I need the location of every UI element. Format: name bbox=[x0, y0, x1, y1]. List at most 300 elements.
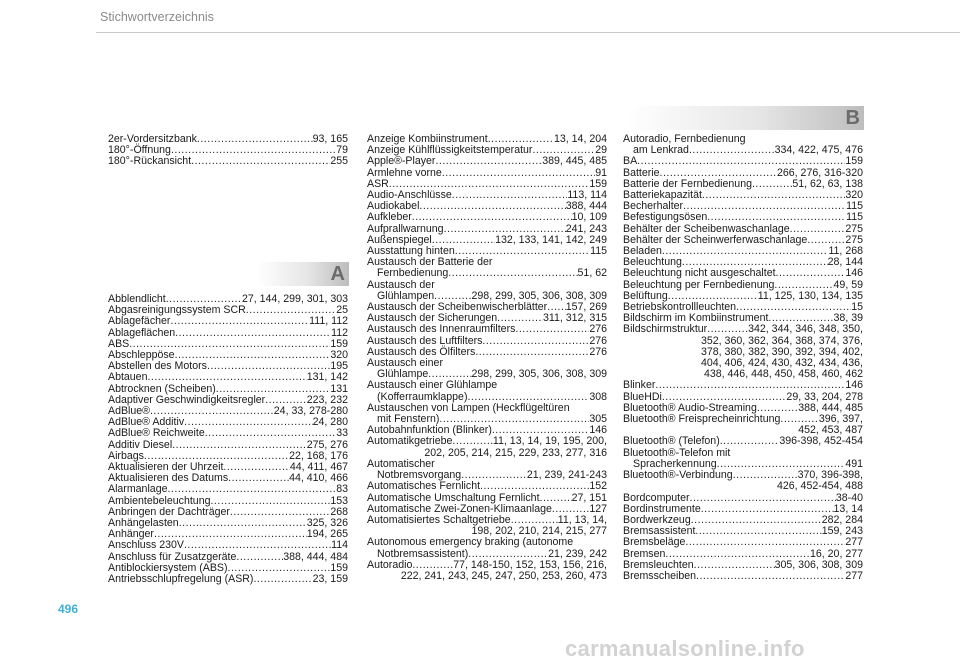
page-number: 496 bbox=[58, 602, 79, 616]
index-pages: 115 bbox=[846, 200, 863, 213]
index-pages: 277 bbox=[845, 536, 863, 549]
index-pages: 51, 62, 63, 138 bbox=[792, 177, 863, 190]
index-term: Anzeige Kombiinstrument bbox=[367, 133, 488, 145]
index-term: Antriebsschlupfregelung (ASR) bbox=[108, 573, 254, 586]
section-letter-b: B bbox=[845, 107, 860, 129]
index-term: Antiblockiersystem (ABS) bbox=[108, 561, 228, 574]
index-pages: 275, 276 bbox=[306, 438, 348, 451]
section-a-header bbox=[257, 262, 349, 286]
index-pages: 33 bbox=[336, 427, 348, 440]
index-pages: 11, 268 bbox=[828, 245, 863, 258]
index-entry bbox=[623, 537, 863, 548]
index-term: Bordcomputer bbox=[623, 491, 690, 504]
index-line bbox=[367, 380, 607, 391]
index-term: Becherhalter bbox=[623, 200, 684, 213]
index-pages: 146 bbox=[845, 267, 863, 280]
leader-dots bbox=[707, 324, 748, 335]
leader-dots bbox=[205, 428, 336, 439]
index-entry bbox=[367, 436, 607, 458]
index-pages: 198, 202, 210, 214, 215, 277 bbox=[471, 525, 607, 538]
index-term: Beleuchtung nicht ausgeschaltet bbox=[623, 267, 776, 280]
index-term: Automatisiertes Schaltgetriebe bbox=[367, 513, 511, 526]
index-line bbox=[367, 537, 607, 548]
index-entry bbox=[623, 470, 863, 492]
index-line bbox=[623, 324, 863, 335]
index-pages: 131 bbox=[330, 382, 348, 395]
leader-dots bbox=[696, 571, 845, 582]
index-pages: 115 bbox=[846, 211, 863, 224]
index-term: Abblendlicht bbox=[108, 293, 166, 305]
index-pages: 275 bbox=[845, 222, 863, 235]
index-pages: 153 bbox=[330, 494, 348, 507]
index-pages: 241, 243 bbox=[565, 222, 607, 235]
index-term: Spracherkennung bbox=[633, 457, 717, 470]
index-entry bbox=[367, 257, 607, 279]
index-pages: 298, 299, 305, 306, 308, 309 bbox=[471, 368, 607, 381]
index-term: Adaptiver Geschwindigkeitsregler bbox=[108, 393, 266, 406]
leader-dots bbox=[690, 493, 836, 504]
index-line bbox=[623, 268, 863, 279]
index-pages: 146 bbox=[845, 379, 863, 392]
index-term: Anhänger bbox=[108, 528, 154, 541]
index-entry bbox=[367, 212, 607, 223]
index-term: Bordinstrumente bbox=[623, 502, 701, 515]
index-pages: 38, 39 bbox=[833, 312, 863, 325]
index-pages: 159, 243 bbox=[821, 525, 863, 538]
index-term: Bremsleuchten bbox=[623, 558, 694, 571]
index-pages: 11, 13, 14, 19, 195, 200, bbox=[492, 435, 607, 448]
index-term: Ambientebeleuchtung bbox=[108, 494, 211, 507]
leader-dots bbox=[170, 316, 309, 327]
index-pages: 438, 446, 448, 450, 458, 460, 462 bbox=[703, 368, 863, 381]
index-pages: 29, 33, 204, 278 bbox=[786, 390, 863, 403]
index-term: Befestigungsösen bbox=[623, 211, 708, 224]
index-pages: 15 bbox=[851, 301, 863, 314]
leader-dots bbox=[694, 560, 775, 571]
index-term: Austausch des Innenraumfilters bbox=[367, 323, 516, 336]
leader-dots bbox=[171, 145, 336, 156]
leader-dots bbox=[228, 473, 289, 484]
index-term: Autoradio, Fernbedienung bbox=[623, 133, 746, 145]
index-line bbox=[367, 156, 607, 167]
index-term: Belüftung bbox=[623, 289, 668, 302]
index-pages: 22, 168, 176 bbox=[289, 449, 348, 462]
index-term: Bluetooth®-Telefon mit bbox=[623, 446, 731, 459]
index-term: Behälter der Scheibenwaschanlage bbox=[623, 222, 790, 235]
index-term: Austausch des Luftfilters bbox=[367, 334, 483, 347]
index-pages: 255 bbox=[330, 155, 348, 168]
index-entry bbox=[108, 484, 348, 495]
index-entry bbox=[367, 168, 607, 179]
index-pages: 334, 422, 475, 476 bbox=[774, 144, 863, 157]
leader-dots bbox=[515, 324, 589, 335]
index-term: Beleuchtung per Fernbedienung bbox=[623, 278, 775, 291]
index-column-2 bbox=[367, 134, 607, 582]
index-pages-continued bbox=[623, 481, 863, 492]
index-entry bbox=[623, 212, 863, 223]
index-pages: 93, 165 bbox=[312, 133, 348, 145]
index-pages: 298, 299, 305, 306, 308, 309 bbox=[471, 289, 607, 302]
index-pages: 276 bbox=[589, 345, 607, 358]
leader-dots bbox=[147, 372, 306, 383]
index-term: (Kofferraumklappe) bbox=[377, 390, 468, 403]
index-entry bbox=[108, 428, 348, 439]
index-pages: 282, 284 bbox=[821, 513, 863, 526]
index-term: Austausch der Sicherungen bbox=[367, 312, 498, 325]
leader-dots bbox=[480, 481, 589, 492]
index-pages: 305 bbox=[589, 413, 607, 426]
index-pages: 83 bbox=[336, 483, 348, 496]
index-entry bbox=[623, 571, 863, 582]
index-pages: 388, 444, 485 bbox=[798, 401, 863, 414]
index-pages: 342, 344, 346, 348, 350, bbox=[748, 323, 863, 336]
index-pages: 378, 380, 382, 390, 392, 394, 402, bbox=[701, 345, 863, 358]
index-term: Apple®-Player bbox=[367, 155, 436, 168]
index-term: Anschluss für Zusatzgeräte bbox=[108, 550, 237, 563]
index-term: Autoradio bbox=[367, 558, 413, 571]
index-line bbox=[623, 212, 863, 223]
index-line bbox=[367, 168, 607, 179]
index-term: Anschluss 230V bbox=[108, 539, 184, 552]
index-pages: 28, 144 bbox=[827, 256, 863, 269]
index-term: Batterie der Fernbedienung bbox=[623, 177, 752, 190]
index-term: Automatisches Fernlicht bbox=[367, 480, 481, 493]
index-entry bbox=[367, 156, 607, 167]
index-entry bbox=[623, 134, 863, 156]
index-entry bbox=[367, 280, 607, 302]
index-pages: 159 bbox=[330, 561, 348, 574]
leader-dots bbox=[752, 179, 792, 190]
index-term: Bildschirm im Kombiinstrument bbox=[623, 312, 769, 325]
leader-dots bbox=[685, 537, 845, 548]
index-term: Anbringen der Dachträger bbox=[108, 505, 230, 518]
index-entry bbox=[367, 324, 607, 335]
index-term: Bluetooth® (Telefon) bbox=[623, 435, 720, 448]
index-term: AdBlue® bbox=[108, 405, 150, 418]
index-pages: 114 bbox=[331, 539, 348, 552]
index-term: Austausch der Scheibenwischerblätter bbox=[367, 301, 548, 314]
index-entry bbox=[623, 324, 863, 380]
index-pages: 223, 232 bbox=[306, 393, 348, 406]
index-term: Bluetooth®-Verbindung bbox=[623, 469, 733, 482]
index-pages: 352, 360, 362, 364, 368, 374, 376, bbox=[701, 334, 863, 347]
index-pages: 113, 114 bbox=[567, 189, 607, 202]
index-line bbox=[108, 328, 348, 339]
leader-dots bbox=[253, 574, 312, 585]
index-entry bbox=[108, 574, 348, 585]
index-pages: 159 bbox=[845, 155, 863, 168]
index-entry bbox=[367, 358, 607, 380]
index-term: Anzeige Kühlflüssigkeitstemperatur bbox=[367, 144, 533, 157]
leader-dots bbox=[412, 212, 572, 223]
index-entry bbox=[623, 436, 863, 447]
index-term: Austausch einer bbox=[367, 357, 443, 370]
index-pages: 27, 151 bbox=[571, 491, 607, 504]
index-term: Glühlampe bbox=[377, 368, 429, 381]
index-term: Bildschirmstruktur bbox=[623, 323, 708, 336]
page-title: Stichwortverzeichnis bbox=[100, 10, 214, 24]
index-term: Batterie bbox=[623, 166, 660, 179]
index-term: Bremsen bbox=[623, 547, 666, 560]
index-term: Bremsscheiben bbox=[623, 569, 697, 582]
index-term: Abstellen des Motors bbox=[108, 360, 207, 373]
index-pages: 194, 265 bbox=[306, 528, 348, 541]
index-line bbox=[108, 316, 348, 327]
index-pages: 266, 276, 316-320 bbox=[776, 166, 863, 179]
leader-dots bbox=[175, 328, 331, 339]
index-entry bbox=[108, 328, 348, 339]
index-pages: 91 bbox=[595, 166, 607, 179]
index-pages: 131, 142 bbox=[306, 371, 348, 384]
index-entry bbox=[623, 380, 863, 391]
index-pages: 38-40 bbox=[835, 491, 863, 504]
index-term: 180°-Öffnung bbox=[108, 144, 171, 157]
index-term: Armlehne vorne bbox=[367, 166, 442, 179]
index-pages: 404, 406, 424, 430, 432, 434, 436, bbox=[701, 357, 863, 370]
section-b-header bbox=[628, 106, 864, 130]
index-pages: 268 bbox=[330, 505, 348, 518]
index-entry bbox=[623, 414, 863, 436]
index-term: Automatischer bbox=[367, 457, 435, 470]
index-pages-continued bbox=[623, 369, 863, 380]
index-pages: 29 bbox=[595, 144, 607, 157]
index-term: Beladen bbox=[623, 245, 662, 258]
index-term: 2er-Vordersitzbank bbox=[108, 133, 197, 145]
index-column-top bbox=[108, 134, 348, 168]
index-line bbox=[108, 156, 348, 167]
index-term: Additiv Diesel bbox=[108, 438, 173, 451]
index-pages: 44, 410, 466 bbox=[289, 472, 348, 485]
index-term: Behälter der Scheinwerferwaschanlage bbox=[623, 233, 808, 246]
leader-dots bbox=[776, 268, 846, 279]
index-entry bbox=[108, 372, 348, 383]
index-line bbox=[623, 537, 863, 548]
index-pages: 491 bbox=[845, 457, 863, 470]
index-term: Autobahnfunktion (Blinker) bbox=[367, 424, 492, 437]
index-pages: 388, 444, 484 bbox=[283, 550, 348, 563]
index-pages: 370, 396-398, bbox=[797, 469, 863, 482]
leader-dots bbox=[197, 134, 313, 145]
index-pages: 389, 445, 485 bbox=[542, 155, 607, 168]
index-term: Aufkleber bbox=[367, 211, 412, 224]
leader-dots bbox=[707, 212, 846, 223]
index-term: Fernbedienung bbox=[377, 267, 449, 280]
leader-dots bbox=[442, 168, 595, 179]
index-term: BA bbox=[623, 155, 638, 168]
leader-dots bbox=[720, 436, 780, 447]
index-entry bbox=[367, 403, 607, 425]
index-term: Automatikgetriebe bbox=[367, 435, 453, 448]
index-line bbox=[623, 380, 863, 391]
index-term: Außenspiegel bbox=[367, 233, 432, 246]
index-line bbox=[108, 372, 348, 383]
index-term: AdBlue® Reichweite bbox=[108, 427, 205, 440]
index-entry bbox=[367, 537, 607, 559]
index-entry bbox=[367, 481, 607, 492]
index-term: Bordwerkzeug bbox=[623, 513, 691, 526]
index-pages: 396-398, 452-454 bbox=[779, 435, 863, 448]
index-entry bbox=[367, 515, 607, 537]
index-term: Audio-Anschlüsse bbox=[367, 189, 452, 202]
index-line bbox=[367, 324, 607, 335]
leader-dots bbox=[419, 201, 565, 212]
index-line bbox=[623, 436, 863, 447]
index-line bbox=[623, 156, 863, 167]
index-term: Batteriekapazität bbox=[623, 189, 702, 202]
index-pages: 159 bbox=[330, 337, 348, 350]
index-pages: 320 bbox=[330, 349, 348, 362]
leader-dots bbox=[179, 518, 307, 529]
index-pages: 24, 280 bbox=[312, 416, 348, 429]
leader-dots bbox=[435, 156, 542, 167]
index-pages: 157, 269 bbox=[565, 301, 607, 314]
index-pages: 132, 133, 141, 142, 249 bbox=[495, 233, 607, 246]
index-pages: 77, 148-150, 152, 153, 156, 216, bbox=[453, 558, 607, 571]
index-term: Beleuchtung bbox=[623, 256, 682, 269]
index-pages: 11, 13, 14, bbox=[557, 513, 607, 526]
index-term: Bremsassistent bbox=[623, 525, 696, 538]
index-line bbox=[108, 574, 348, 585]
index-line bbox=[367, 436, 607, 447]
index-term: Austauschen von Lampen (Heckflügeltüren bbox=[367, 401, 570, 414]
index-term: Austausch einer Glühlampe bbox=[367, 379, 498, 392]
index-pages: 276 bbox=[589, 334, 607, 347]
index-entry bbox=[108, 540, 348, 551]
index-term: BlueHDi bbox=[623, 390, 662, 403]
index-term: Abtrocknen (Scheiben) bbox=[108, 382, 216, 395]
index-term: Austausch der Batterie der bbox=[367, 256, 493, 269]
index-pages: 320 bbox=[845, 189, 863, 202]
index-pages: 21, 239, 242 bbox=[548, 547, 607, 560]
index-entry bbox=[367, 560, 607, 582]
index-line bbox=[108, 428, 348, 439]
index-pages: 388, 444 bbox=[565, 200, 607, 213]
index-term: 180°-Rückansicht bbox=[108, 155, 192, 168]
index-term: AdBlue® Additiv bbox=[108, 416, 185, 429]
index-pages: 49, 59 bbox=[833, 278, 863, 291]
leader-dots bbox=[702, 190, 845, 201]
index-entry bbox=[623, 448, 863, 470]
index-pages: 44, 411, 467 bbox=[289, 461, 348, 474]
leader-dots bbox=[172, 440, 307, 451]
leader-dots bbox=[223, 462, 289, 473]
index-pages: 13, 14, 204 bbox=[553, 133, 607, 145]
index-pages: 426, 452-454, 488 bbox=[776, 480, 863, 493]
index-term: mit Fenstern) bbox=[377, 413, 440, 426]
index-term: Aktualisieren der Uhrzeit bbox=[108, 461, 224, 474]
index-term: Betriebskontrollleuchten bbox=[623, 301, 737, 314]
index-term: Ausstattung hinten bbox=[367, 245, 455, 258]
index-term: Ablagefächer bbox=[108, 315, 171, 328]
index-pages: 396, 397, bbox=[818, 413, 863, 426]
leader-dots bbox=[167, 484, 336, 495]
index-pages: 308 bbox=[589, 390, 607, 403]
index-term: Abgasreinigungssystem SCR bbox=[108, 304, 246, 317]
index-pages: 13, 14 bbox=[833, 502, 863, 515]
index-term: Bluetooth® Audio-Streaming bbox=[623, 401, 757, 414]
leader-dots bbox=[695, 526, 821, 537]
index-pages: 195 bbox=[330, 360, 348, 373]
index-term: am Lenkrad bbox=[633, 144, 689, 157]
watermark: carmanualsonline.info bbox=[565, 636, 805, 661]
index-pages: 146 bbox=[589, 424, 607, 437]
leader-dots bbox=[452, 436, 493, 447]
index-pages: 325, 326 bbox=[306, 517, 348, 530]
index-pages: 159 bbox=[589, 177, 607, 190]
index-term: Abtauen bbox=[108, 371, 148, 384]
index-term: Notbremsvorgang bbox=[377, 469, 462, 482]
index-term: Audiokabel bbox=[367, 200, 420, 213]
index-term: Austausch des Ölfilters bbox=[367, 345, 476, 358]
index-pages: 202, 205, 214, 215, 229, 233, 277, 316 bbox=[424, 446, 607, 459]
index-term: Bluetooth® Freisprecheinrichtung bbox=[623, 413, 781, 426]
index-entry bbox=[108, 156, 348, 167]
index-pages: 10, 109 bbox=[571, 211, 607, 224]
index-pages: 452, 453, 487 bbox=[798, 424, 863, 437]
index-pages: 275 bbox=[845, 233, 863, 246]
index-term: Automatische Umschaltung Fernlicht bbox=[367, 491, 540, 504]
index-pages: 23, 159 bbox=[312, 573, 348, 586]
leader-dots bbox=[452, 190, 568, 201]
index-pages: 305, 306, 308, 309 bbox=[774, 558, 863, 571]
index-line bbox=[108, 540, 348, 551]
index-term: Anhängelasten bbox=[108, 517, 179, 530]
leader-dots bbox=[448, 268, 577, 279]
index-term: Blinker bbox=[623, 379, 656, 392]
index-term: Aufprallwarnung bbox=[367, 222, 444, 235]
index-pages: 21, 239, 241-243 bbox=[526, 469, 607, 482]
index-pages: 115 bbox=[590, 245, 607, 258]
section-letter-a: A bbox=[330, 263, 345, 285]
index-pages-continued bbox=[367, 571, 607, 582]
index-pages: 24, 33, 278-280 bbox=[273, 405, 348, 418]
index-line bbox=[367, 481, 607, 492]
index-line bbox=[367, 268, 607, 279]
index-term: Austausch der bbox=[367, 278, 435, 291]
index-term: Glühlampen bbox=[377, 289, 435, 302]
leader-dots bbox=[184, 540, 331, 551]
index-pages: 25 bbox=[336, 304, 348, 317]
index-term: Autonomous emergency braking (autonome bbox=[367, 536, 574, 549]
index-pages: 11, 125, 130, 134, 135 bbox=[757, 289, 863, 302]
index-term: Notbremsassistent) bbox=[377, 547, 469, 560]
index-pages: 152 bbox=[589, 480, 607, 493]
index-entry bbox=[623, 268, 863, 279]
index-term: Airbags bbox=[108, 449, 144, 462]
leader-dots bbox=[475, 347, 589, 358]
index-entry bbox=[108, 316, 348, 327]
leader-dots bbox=[662, 246, 829, 257]
leader-dots bbox=[689, 145, 775, 156]
index-line bbox=[367, 212, 607, 223]
index-pages: 127 bbox=[589, 502, 607, 515]
index-pages: 51, 62 bbox=[577, 267, 607, 280]
leader-dots bbox=[191, 156, 330, 167]
index-line bbox=[623, 571, 863, 582]
index-term: Automatische Zwei-Zonen-Klimaanlage bbox=[367, 502, 552, 515]
index-pages: 222, 241, 243, 245, 247, 250, 253, 260, 473 bbox=[400, 569, 607, 582]
index-pages: 311, 312, 315 bbox=[542, 312, 607, 325]
index-term: Aktualisieren des Datums bbox=[108, 472, 229, 485]
index-entry bbox=[623, 156, 863, 167]
index-pages: 277 bbox=[845, 569, 863, 582]
index-entry bbox=[367, 380, 607, 402]
header-divider bbox=[96, 32, 960, 33]
index-term: ABS bbox=[108, 337, 130, 350]
index-pages: 79 bbox=[336, 144, 348, 157]
leader-dots bbox=[637, 156, 845, 167]
index-pages: 111, 112 bbox=[309, 315, 348, 328]
